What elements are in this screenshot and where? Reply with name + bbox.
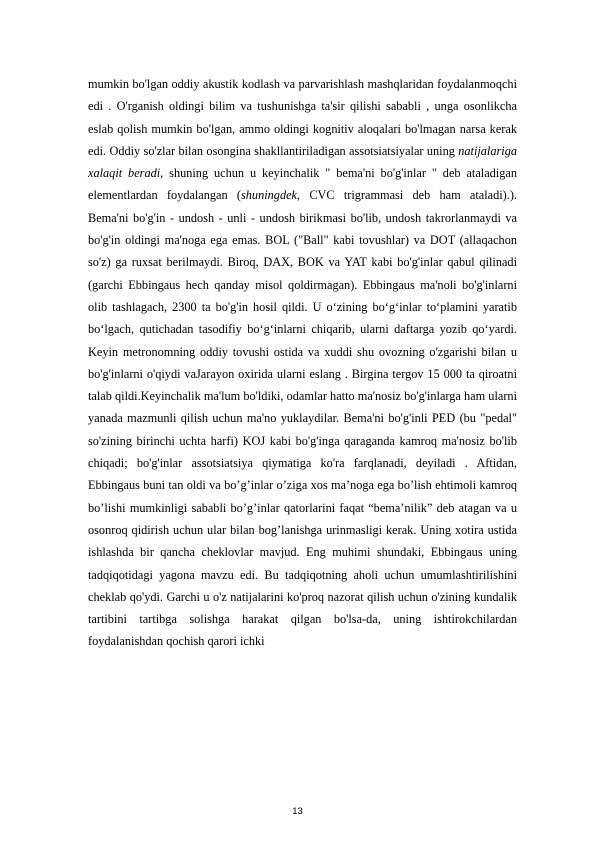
paragraph-text-part-3: , CVC trigrammasi deb ham ataladi).). Bema'ni bo'g'in - undosh - unli - undosh birikmasi bo'lib, undosh takrorlanmaydi va bo'g'in oldingi ma'noga ega emas. BOL ("Ball" kabi tovushlar) va DOT (allaqachon so'z) ga ruxsat berilmaydi. Biroq, DAX, BOK va YAT kabi bo'g'inlar qabul qilinadi (garchi Ebbingaus hech qanday misol qoldirmagan). Ebbingaus ma'noli bo'g'inlarni olib tashlagach, 2300 ta bo'g'in hosil qildi. U o‘zining bo‘g‘inlar to‘plamini yaratib bo‘lgach, qutichadan tasodifiy bo‘g‘inlarni chiqarib, ularni daftarga yozib qo‘yardi. Keyin metronomning oddiy tovushi ostida va xuddi shu ovozning o'zgarishi bilan u bo'g'inlarni o'qiydi vaJarayon oxirida ularni eslang . Birgina tergov 15 000 ta qiroatni talab qildi.Keyinchalik ma'lum bo'ldiki, odamlar hatto ma'nosiz bo'g'inlarga ham ularni yanada mazmunli qilish uchun ma'no yuklaydilar. Bema'ni bo'g'inli PED (bu "pedal" so'zining birinchi uchta harfi) KOJ kabi bo'g'inga qaraganda kamroq ma'nosiz bo'lib chiqadi; bo'g'inlar assotsiatsiya qiymatiga ko'ra farqlanadi, deyiladi . Aftidan, Ebbingaus buni tan oldi va bo’g’inlar o’ziga xos ma’noga ega bo’lish ehtimoli kamroq bo’lishi mumkinligi sababli bo’g’inlar qatorlarini faqat “bema’nilik” deb atagan va u osonroq qidirish uchun ular bilan bog’lanishga urinmasligi kerak. Uning xotira ustida ishlashda bir qancha cheklovlar mavjud. Eng muhimi shundaki, Ebbingaus uning tadqiqotidagi yagona mavzu edi. Bu tadqiqotning aholi uchun umumlashtirilishini cheklab qo'ydi. Garchi u o'z natijalarini ko'proq nazorat qilish uchun o'zining kundalik tartibini tartibga solishga harakat qilgan bo'lsa-da, uning ishtirokchilardan foydalanishdan qochish qarori ichki xyxy=(88,188,518,649)
body-paragraph xyxy=(88,73,517,653)
italic-phrase-natijalariga: natijalariga xalaqit beradi xyxy=(88,143,517,181)
italic-word-shuningdek: shuningdek xyxy=(241,188,298,203)
paragraph-text-part-1: mumkin bo'lgan oddiy akustik kodlash va parvarishlash mashqlaridan foydalanmoqchi edi . O'rganish oldingi bilim va tushunishga ta'sir qilishi sababli , unga osonlikcha eslab qolish mumkin bo'lgan, ammo oldingi kognitiv aloqalari bo'lmagan narsa kerak edi. Oddiy so'zlar bilan osongina shakllantiriladigan assotsiatsiyalar uning xyxy=(88,77,517,158)
paragraph-text-part-2: , shuning uchun u keyinchalik " bema'ni bo'g'inlar " deb ataladigan elementlardan foydalangan ( xyxy=(88,166,517,203)
page-number: 13 xyxy=(292,806,303,817)
